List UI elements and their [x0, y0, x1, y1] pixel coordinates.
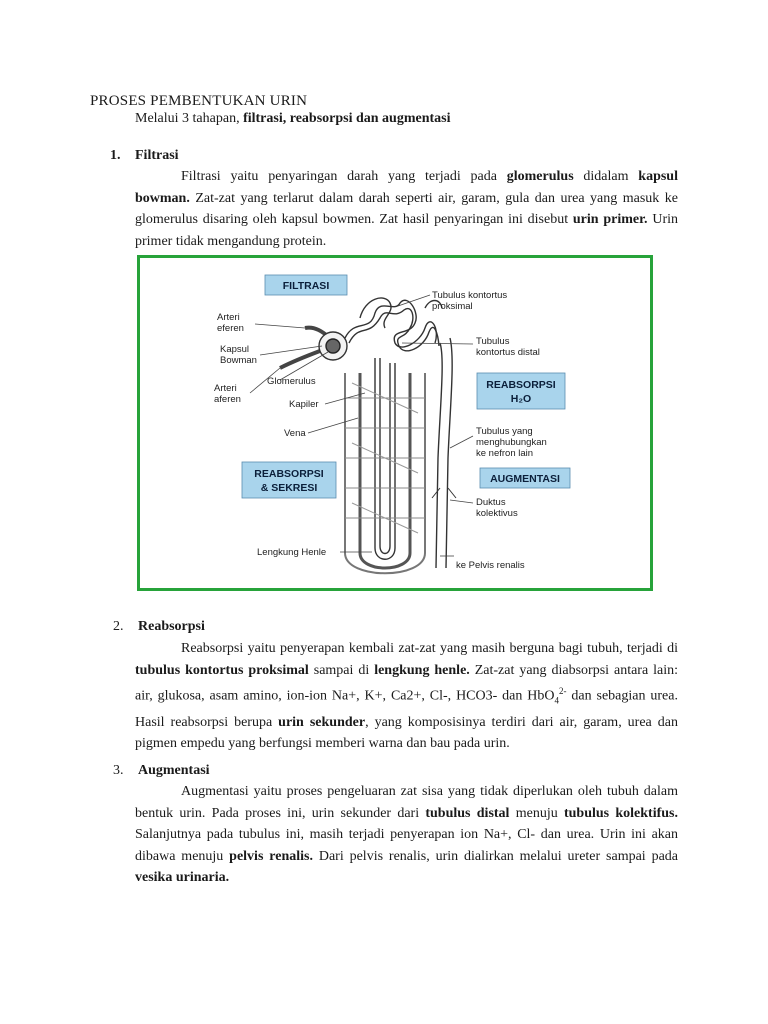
paragraph-run: 4 [554, 695, 560, 706]
paragraph-run: dan sebagian urea. Hasil reabsorpsi berupa [135, 688, 678, 730]
paragraph-run: Urin primer tidak mengandung protein. [135, 212, 678, 249]
page-title: PROSES PEMBENTUKAN URIN [90, 93, 308, 109]
box-reabsorpsi-sekresi-text-2: & SEKRESI [260, 482, 318, 494]
section-1-paragraph [135, 166, 678, 252]
label-tubulus-penghubung-3: ke nefron lain [476, 448, 534, 459]
label-lengkung-henle: Lengkung Henle [257, 547, 327, 558]
label-kapsul-2: Bowman [220, 355, 257, 366]
label-arteri-aferen-1: Arteri [214, 383, 237, 394]
label-vena: Vena [284, 428, 306, 439]
paragraph-run: lengkung henle. [374, 662, 470, 678]
box-augmentasi [480, 468, 570, 488]
paragraph-run: Augmentasi yaitu proses pengeluaran zat sisa yang tidak diperlukan oleh tubuh dalam bentuk urin. Pada proses ini, urin sekunder dari [135, 784, 678, 821]
intro-prefix: Melalui 3 tahapan, [135, 111, 244, 126]
label-tubulus-proksimal-2: proksimal [432, 301, 473, 312]
label-arteri-eferen-2: eferen [217, 323, 244, 334]
section-2-heading: Reabsorpsi [138, 619, 205, 634]
nephron-diagram [137, 255, 653, 591]
paragraph-run: Filtrasi yaitu penyaringan darah yang terjadi pada [181, 169, 507, 184]
paragraph-run: tubulus kontortus proksimal [135, 662, 309, 678]
paragraph-run: vesika urinaria. [135, 870, 230, 885]
box-reabsorpsi-sekresi-text-1: REABSORPSI [254, 468, 324, 480]
section-3-heading: Augmentasi [138, 763, 210, 778]
paragraph-run: urin primer. [572, 212, 648, 227]
paragraph-run: sampai di [308, 662, 375, 678]
paragraph-run: kapsul bowman. [135, 169, 678, 206]
paragraph-run: tubulus distal [425, 805, 510, 821]
section-1-heading: Filtrasi [135, 148, 179, 163]
paragraph-run: menuju [509, 805, 564, 821]
label-tubulus-proksimal-1: Tubulus kontortus [432, 290, 508, 301]
paragraph-run: 2- [559, 686, 567, 696]
box-reabsorpsi-h2o-text-2: H₂O [510, 393, 532, 405]
paragraph-run: didalam [573, 169, 639, 184]
section-2-number: 2. [113, 619, 124, 634]
label-tubulus-distal-1: Tubulus [476, 336, 510, 347]
box-reabsorpsi-h2o [477, 373, 565, 409]
box-augmentasi-text: AUGMENTASI [490, 473, 560, 485]
intro-line [135, 111, 451, 127]
label-kapsul-1: Kapsul [220, 344, 250, 355]
paragraph-run: glomerulus [506, 169, 574, 184]
box-filtrasi-text: FILTRASI [282, 280, 330, 292]
label-kapiler: Kapiler [289, 399, 319, 410]
paragraph-run: Zat-zat yang diabsorpsi antara lain: air, glukosa, asam amino, ion-ion Na+, K+, Ca2+, Cl-, HCO3- dan HbO [135, 662, 679, 704]
label-duktus-2: kolektivus [476, 508, 518, 519]
paragraph-run: Zat-zat yang terlarut dalam darah seperti air, garam, gula dan urea yang masuk ke glomerulus disaring oleh kapsul bowmen. Zat hasil penyaringan ini disebut [135, 190, 678, 227]
paragraph-run: urin sekunder [278, 714, 366, 730]
paragraph-run: Dari pelvis renalis, urin dialirkan melalui ureter sampai pada [312, 848, 678, 864]
label-tubulus-penghubung-2: menghubungkan [476, 437, 547, 448]
section-2-paragraph [135, 638, 678, 755]
label-arteri-eferen-1: Arteri [217, 312, 240, 323]
label-arteri-aferen-2: aferen [214, 394, 241, 405]
paragraph-run: , yang komposisinya terdiri dari air, garam, urea dan pigmen empedu yang berfungsi memberi warna dan bau pada urin. [135, 714, 678, 752]
section-3-paragraph [135, 781, 678, 889]
section-1-number: 1. [110, 148, 121, 163]
paragraph-run: Reabsorpsi yaitu penyerapan kembali zat-zat yang masih berguna bagi tubuh, terjadi di [181, 641, 678, 656]
box-reabsorpsi-h2o-text-1: REABSORPSI [486, 379, 556, 391]
box-filtrasi [265, 275, 347, 295]
label-tubulus-distal-2: kontortus distal [476, 347, 540, 358]
paragraph-run: tubulus kolektifus. [563, 805, 678, 821]
paragraph-run: Salanjutnya pada tubulus ini, masih terjadi penyerapan ion Na+, Cl- dan urea. Urin ini akan dibawa menuju [135, 827, 678, 864]
nephron-illustration [280, 298, 456, 573]
paragraph-run: pelvis renalis. [229, 848, 313, 864]
section-3-number: 3. [113, 763, 124, 778]
label-glomerulus: Glomerulus [267, 376, 316, 387]
label-duktus-1: Duktus [476, 497, 506, 508]
label-tubulus-penghubung-1: Tubulus yang [476, 426, 533, 437]
nephron-diagram-svg [140, 258, 650, 588]
intro-stages: filtrasi, reabsorpsi dan augmentasi [243, 111, 451, 126]
box-reabsorpsi-sekresi [242, 462, 336, 498]
label-pelvis-renalis: ke Pelvis renalis [456, 560, 525, 571]
